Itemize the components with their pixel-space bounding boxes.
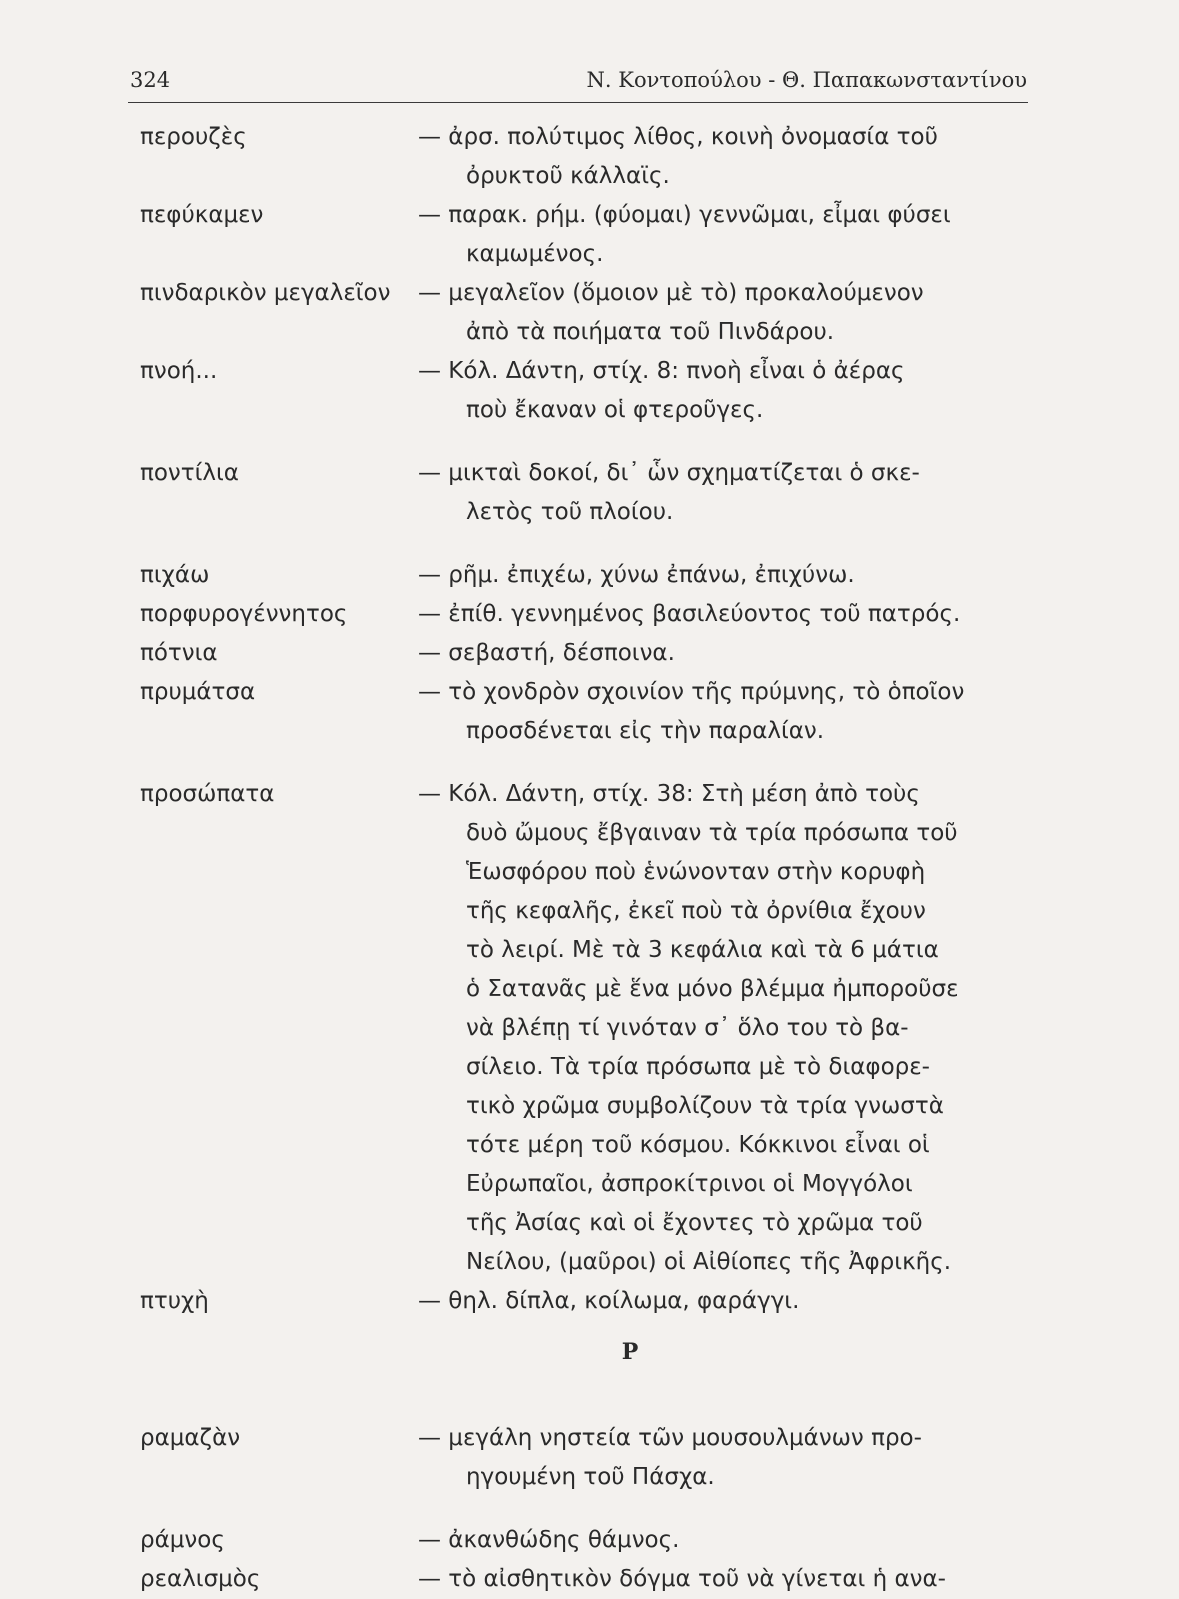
glossary-entry	[140, 196, 1020, 274]
definition-line: — μεγαλεῖον (ὅμοιον μὲ τὸ) προκαλούμενον	[418, 280, 924, 306]
entry-definition	[418, 118, 998, 196]
running-title: Ν. Κοντοπούλου - Θ. Παπακωνσταντίνου	[586, 68, 1027, 92]
definition-line: — ἐπίθ. γεννημένος βασιλεύοντος τοῦ πατρός.	[418, 601, 961, 627]
definition-line: καμωμένος.	[466, 241, 604, 267]
definition-line: — παρακ. ρήμ. (φύομαι) γεννῶμαι, εἶμαι φύσει	[418, 202, 951, 228]
definition-line: νὰ βλέπῃ τί γινόταν σ᾿ ὅλο του τὸ βα-	[466, 1015, 909, 1041]
section-letter: Ρ	[621, 1339, 639, 1365]
glossary-entry	[140, 673, 1020, 751]
definition-line: — ρῆμ. ἐπιχέω, χύνω ἐπάνω, ἐπιχύνω.	[418, 562, 855, 588]
glossary-entry	[140, 556, 1020, 595]
entry-term: προσώπατα	[140, 781, 275, 807]
definition-line: τῆς Ἀσίας καὶ οἱ ἔχοντες τὸ χρῶμα τοῦ	[466, 1210, 923, 1236]
entry-term: πορφυρογέννητος	[140, 601, 348, 627]
glossary-entry	[140, 1419, 1020, 1497]
definition-line: — ἀρσ. πολύτιμος λίθος, κοινὴ ὀνομασία τοῦ	[418, 124, 938, 150]
entry-definition	[418, 556, 998, 595]
entry-definition	[418, 1560, 998, 1599]
definition-line: ηγουμένη τοῦ Πάσχα.	[466, 1464, 715, 1490]
entry-term: περουζὲς	[140, 124, 247, 150]
entry-definition	[418, 352, 998, 430]
definition-line: ὁ Σατανᾶς μὲ ἕνα μόνο βλέμμα ἠμποροῦσε	[466, 976, 959, 1002]
glossary-entry	[140, 118, 1020, 196]
entry-definition	[418, 1521, 998, 1560]
definition-line: — τὸ χονδρὸν σχοινίον τῆς πρύμνης, τὸ ὁποῖον	[418, 679, 965, 705]
entry-term: πρυμάτσα	[140, 679, 256, 705]
definition-line: Νείλου, (μαῦροι) οἱ Αἰθίοπες τῆς Ἀφρικῆς.	[466, 1249, 952, 1275]
glossary-entry	[140, 1560, 1020, 1599]
definition-line: — Κόλ. Δάντη, στίχ. 38: Στὴ μέση ἀπὸ τοὺς	[418, 781, 920, 807]
entry-definition	[418, 634, 998, 673]
glossary-entry	[140, 1282, 1020, 1321]
definition-line: — θηλ. δίπλα, κοίλωμα, φαράγγι.	[418, 1288, 800, 1314]
definition-line: ἀπὸ τὰ ποιήματα τοῦ Πινδάρου.	[466, 319, 835, 345]
entry-term: ρεαλισμὸς	[140, 1566, 261, 1592]
glossary-entry	[140, 595, 1020, 634]
entry-term: πτυχὴ	[140, 1288, 209, 1314]
definition-line: λετὸς τοῦ πλοίου.	[466, 499, 674, 525]
entry-term: πότνια	[140, 640, 218, 666]
entry-definition	[418, 274, 998, 352]
glossary-entry	[140, 775, 1020, 1282]
definition-line: — μικταὶ δοκοί, δι᾿ ὧν σχηματίζεται ὁ σκε-	[418, 460, 920, 486]
glossary-entry	[140, 454, 1020, 532]
definition-line: τότε μέρη τοῦ κόσμου. Κόκκινοι εἶναι οἱ	[466, 1132, 930, 1158]
definition-line: τῆς κεφαλῆς, ἐκεῖ ποὺ τὰ ὀρνίθια ἔχουν	[466, 898, 926, 924]
definition-line: Ἑωσφόρου ποὺ ἑνώνονταν στὴν κορυφὴ	[466, 859, 926, 885]
definition-line: δυὸ ὤμους ἔβγαιναν τὰ τρία πρόσωπα τοῦ	[466, 820, 958, 846]
entry-definition	[418, 1419, 998, 1497]
definition-line: — ἀκανθώδης θάμνος.	[418, 1527, 680, 1553]
entry-term: πιχάω	[140, 562, 210, 588]
glossary-entry	[140, 634, 1020, 673]
glossary-section-p	[140, 118, 1020, 1321]
running-head	[130, 60, 1027, 100]
definition-line: προσδένεται εἰς τὴν παραλίαν.	[466, 718, 825, 744]
definition-line: ὀρυκτοῦ κάλλαϊς.	[466, 163, 670, 189]
entry-term: πινδαρικὸν μεγαλεῖον	[140, 280, 391, 306]
definition-line: — μεγάλη νηστεία τῶν μουσουλμάνων προ-	[418, 1425, 922, 1451]
definition-line: σίλειο. Τὰ τρία πρόσωπα μὲ τὸ διαφορε-	[466, 1054, 930, 1080]
glossary-entry	[140, 274, 1020, 352]
definition-line: ποὺ ἔκαναν οἱ φτεροῦγες.	[466, 397, 764, 423]
entry-definition	[418, 673, 998, 751]
definition-line: — σεβαστή, δέσποινα.	[418, 640, 675, 666]
header-rule	[128, 102, 1028, 103]
entry-definition	[418, 454, 998, 532]
entry-definition	[418, 775, 998, 1282]
definition-line: — τὸ αἰσθητικὸν δόγμα τοῦ νὰ γίνεται ἡ ανα-	[418, 1566, 946, 1592]
entry-definition	[418, 595, 998, 634]
page-number: 324	[130, 68, 171, 92]
glossary-entry	[140, 352, 1020, 430]
glossary-section-r	[140, 1419, 1020, 1599]
entry-definition	[418, 196, 998, 274]
entry-term: πνοή...	[140, 358, 218, 384]
glossary-entry	[140, 1521, 1020, 1560]
entry-definition	[418, 1282, 998, 1321]
entry-term: πεφύκαμεν	[140, 202, 264, 228]
definition-line: τὸ λειρί. Μὲ τὰ 3 κεφάλια καὶ τὰ 6 μάτια	[466, 937, 939, 963]
glossary-list	[140, 118, 1020, 1599]
definition-line: τικὸ χρῶμα συμβολίζουν τὰ τρία γνωστὰ	[466, 1093, 944, 1119]
entry-term: ποντίλια	[140, 460, 239, 486]
entry-term: ραμαζὰν	[140, 1425, 241, 1451]
definition-line: Εὐρωπαῖοι, ἀσπροκίτρινοι οἱ Μογγόλοι	[466, 1171, 913, 1197]
entry-term: ράμνος	[140, 1527, 225, 1553]
definition-line: — Κόλ. Δάντη, στίχ. 8: πνοὴ εἶναι ὁ ἀέρας	[418, 358, 905, 384]
